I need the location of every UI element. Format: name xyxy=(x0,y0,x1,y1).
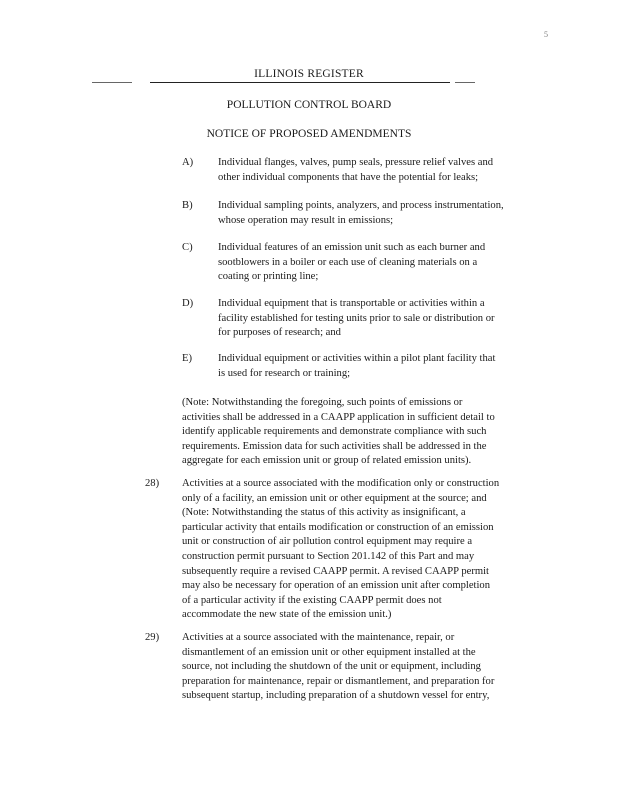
text-line: whose operation may result in emissions; xyxy=(218,214,394,226)
text-line: Activities at a source associated with the maintenance, repair, or xyxy=(182,632,455,643)
sub-item-text xyxy=(218,352,495,381)
board-title: POLLUTION CONTROL BOARD xyxy=(226,99,392,111)
notice-title: NOTICE OF PROPOSED AMENDMENTS xyxy=(206,128,412,140)
item-text xyxy=(182,631,494,704)
text-line: Individual flanges, valves, pump seals, pressure relief valves and xyxy=(218,157,494,168)
text-line: Individual features of an emission unit such as each burner and xyxy=(218,242,486,253)
register-title: ILLINOIS REGISTER xyxy=(254,68,364,80)
text-line: subsequent startup, including preparation of a shutdown vessel for entry, xyxy=(182,690,490,702)
text-line: Individual equipment that is transportable or activities within a xyxy=(218,298,485,309)
sub-item-text xyxy=(218,199,504,228)
text-line: Individual equipment or activities within a pilot plant facility that xyxy=(218,353,496,364)
text-line: activities shall be addressed in a CAAPP application in sufficient detail to xyxy=(182,411,495,423)
header-rule-right xyxy=(455,82,475,83)
text-line: of a particular activity if the existing CAAPP permit does not xyxy=(182,594,442,606)
text-line: facility established for testing units prior to sale or distribution or xyxy=(218,312,495,324)
page-corner-mark: 5 xyxy=(544,30,548,39)
sub-item-text xyxy=(218,156,493,185)
item-label: 28) xyxy=(145,478,160,489)
text-line: construction permit pursuant to Section 201.142 of this Part and may xyxy=(182,550,475,562)
text-line: aggregate for each emission unit or group of related emission units). xyxy=(182,455,472,467)
text-line: Activities at a source associated with the modification only or construction xyxy=(182,478,500,489)
sub-item-label: B) xyxy=(182,200,193,211)
text-line: (Note: Notwithstanding the status of this activity as insignificant, a xyxy=(182,507,466,519)
header-rule xyxy=(150,82,450,83)
text-line: other individual components that have the potential for leaks; xyxy=(218,171,479,183)
text-line: accommodate the new state of the emission unit.) xyxy=(182,609,392,621)
sub-item-text xyxy=(218,297,495,341)
text-line: may also be necessary for operation of an emission unit after completion xyxy=(182,580,491,592)
sub-item-text xyxy=(218,241,485,285)
text-line: subsequently require a revised CAAPP permit. A revised CAAPP permit xyxy=(182,565,489,577)
text-line: unit or construction of air pollution control equipment may require a xyxy=(182,536,473,548)
text-line: (Note: Notwithstanding the foregoing, such points of emissions or xyxy=(182,397,463,408)
item-label: 29) xyxy=(145,632,160,643)
sub-item-label: E) xyxy=(182,353,192,364)
sub-item-label: A) xyxy=(182,157,194,168)
text-line: sootblowers in a boiler or each use of cleaning materials on a xyxy=(218,256,478,268)
text-line: Individual sampling points, analyzers, and process instrumentation, xyxy=(218,200,504,211)
text-line: for purposes of research; and xyxy=(218,327,341,339)
text-line: dismantlement of an emission unit or other equipment installed at the xyxy=(182,646,476,658)
header-rule-left xyxy=(92,82,132,83)
text-line: requirements. Emission data for such activities shall be addressed in the xyxy=(182,440,487,452)
text-line: identify applicable requirements and demonstrate compliance with such xyxy=(182,426,487,438)
text-line: particular activity that entails modification or construction of an emission xyxy=(182,521,494,533)
text-line: source, not including the shutdown of the unit or equipment, including xyxy=(182,661,481,673)
text-line: preparation for maintenance, repair or dismantlement, and preparation for xyxy=(182,675,495,687)
note-text xyxy=(182,396,495,469)
text-line: is used for research or training; xyxy=(218,367,351,379)
sub-item-label: C) xyxy=(182,242,193,253)
text-line: only of a facility, an emission unit or other equipment at the source; and xyxy=(182,492,487,504)
text-line: coating or printing line; xyxy=(218,271,319,283)
sub-item-label: D) xyxy=(182,298,194,309)
item-text xyxy=(182,477,499,623)
